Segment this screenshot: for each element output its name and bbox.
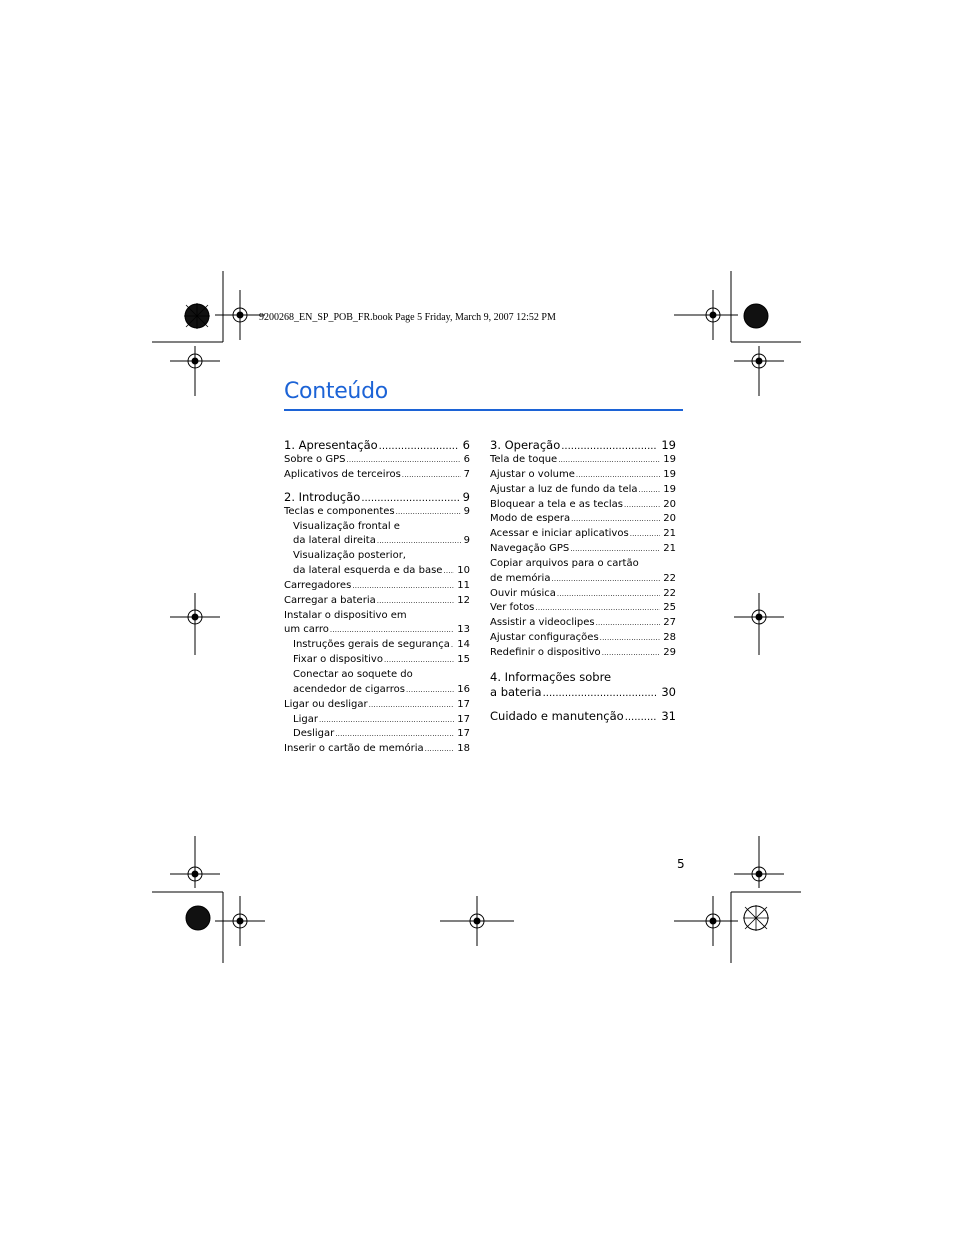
toc-entry-title: Instruções gerais de segurança xyxy=(293,639,450,651)
toc-entry-title: 3. Operação xyxy=(490,438,561,452)
toc-entry-page: 28 xyxy=(663,632,676,644)
toc-section-entry[interactable] xyxy=(490,685,676,700)
toc-entry-title: 4. Informações sobre xyxy=(490,669,612,684)
dot-leader xyxy=(346,453,460,468)
page-number: 5 xyxy=(677,857,685,871)
toc-entry-title: Ajustar configurações xyxy=(490,632,599,644)
toc-entry[interactable] xyxy=(284,594,470,609)
toc-entry-page: 17 xyxy=(457,728,470,740)
toc-entry[interactable] xyxy=(284,742,470,757)
dot-leader xyxy=(630,527,661,542)
toc-section-entry[interactable] xyxy=(284,438,470,453)
toc-entry[interactable] xyxy=(284,683,470,698)
toc-entry[interactable] xyxy=(490,498,676,513)
toc-entry[interactable] xyxy=(490,601,676,616)
toc-entry-title: Conectar ao soquete do xyxy=(293,668,413,680)
toc-entry[interactable] xyxy=(490,616,676,631)
dot-leader xyxy=(602,646,661,661)
dot-leader xyxy=(551,572,660,587)
page-title: Conteúdo xyxy=(284,379,388,404)
toc-entry[interactable] xyxy=(284,609,470,624)
toc-entry-title: Carregadores xyxy=(284,579,352,591)
toc-spacer xyxy=(490,700,676,709)
toc-entry-title: da lateral direita xyxy=(293,535,376,547)
dot-leader xyxy=(406,683,454,698)
toc-entry-page: 9 xyxy=(463,535,470,547)
dot-leader xyxy=(319,713,454,728)
dot-leader xyxy=(639,483,661,498)
toc-entry[interactable] xyxy=(284,468,470,483)
toc-spacer xyxy=(490,661,676,670)
dot-leader xyxy=(425,742,455,757)
toc-entry-page: 17 xyxy=(457,698,470,710)
toc-entry-page: 31 xyxy=(661,708,676,723)
toc-column-right xyxy=(490,438,676,724)
toc-entry-title: Ouvir música xyxy=(490,587,556,599)
toc-entry[interactable] xyxy=(284,549,470,564)
toc-entry-page: 16 xyxy=(457,683,470,695)
dot-leader xyxy=(571,512,660,527)
toc-entry-page: 9 xyxy=(462,489,470,504)
toc-entry-page: 21 xyxy=(663,543,676,555)
dot-leader xyxy=(443,564,454,579)
toc-entry[interactable] xyxy=(490,453,676,468)
toc-entry-page: 9 xyxy=(463,505,470,517)
toc-entry-page: 29 xyxy=(663,646,676,658)
toc-entry-page: 6 xyxy=(462,438,470,452)
toc-entry-title: Inserir o cartão de memória xyxy=(284,743,424,755)
dot-leader xyxy=(379,439,459,454)
toc-entry-title: de memória xyxy=(490,572,551,584)
dot-leader xyxy=(625,710,658,725)
toc-entry-title: Ligar ou desligar xyxy=(284,698,368,710)
dot-leader xyxy=(402,468,461,483)
toc-entry[interactable] xyxy=(284,638,470,653)
toc-entry-page: 13 xyxy=(457,624,470,636)
toc-entry-title: da lateral esquerda e da base xyxy=(293,565,443,577)
toc-entry-page: 22 xyxy=(663,587,676,599)
toc-entry[interactable] xyxy=(284,534,470,549)
toc-entry-page: 19 xyxy=(663,483,676,495)
toc-entry[interactable] xyxy=(490,557,676,572)
toc-entry-page: 20 xyxy=(663,513,676,525)
toc-entry-title: 1. Apresentação xyxy=(284,438,378,452)
toc-entry[interactable] xyxy=(490,483,676,498)
dot-leader xyxy=(377,594,455,609)
toc-entry-title: Ajustar a luz de fundo da tela xyxy=(490,483,638,495)
dot-leader xyxy=(451,638,454,653)
toc-entry[interactable] xyxy=(284,623,470,638)
toc-column-left xyxy=(284,438,470,757)
dot-leader xyxy=(600,631,661,646)
toc-entry-title: Desligar xyxy=(293,728,335,740)
toc-entry-page: 14 xyxy=(457,639,470,651)
toc-section-entry[interactable] xyxy=(490,670,676,685)
toc-entry-page: 19 xyxy=(663,468,676,480)
toc-entry-page: 21 xyxy=(663,528,676,540)
dot-leader xyxy=(384,653,454,668)
print-slug-line: 9200268_EN_SP_POB_FR.book Page 5 Friday, March 9, 2007 12:52 PM xyxy=(259,312,556,323)
toc-entry-page: 7 xyxy=(463,468,470,480)
toc-entry-page: 10 xyxy=(457,565,470,577)
toc-entry-title: Ligar xyxy=(293,713,318,725)
dot-leader xyxy=(396,505,461,520)
toc-entry-title: Navegação GPS xyxy=(490,543,570,555)
toc-entry-title: Bloquear a tela e as teclas xyxy=(490,498,624,510)
toc-entry-page: 11 xyxy=(457,579,470,591)
toc-entry-title: Ajustar o volume xyxy=(490,468,575,480)
toc-entry-title: Visualização posterior, xyxy=(293,550,406,562)
dot-leader xyxy=(535,601,660,616)
toc-entry[interactable] xyxy=(490,587,676,602)
toc-entry-page: 19 xyxy=(663,454,676,465)
toc-section-entry[interactable] xyxy=(490,438,676,453)
toc-entry-page: 20 xyxy=(663,498,676,510)
toc-entry-title: Teclas e componentes xyxy=(284,505,395,517)
toc-entry-page: 25 xyxy=(663,602,676,614)
toc-entry[interactable] xyxy=(284,727,470,742)
toc-entry-title: Tela de toque xyxy=(490,454,558,465)
dot-leader xyxy=(557,587,660,602)
toc-entry-page: 12 xyxy=(457,594,470,606)
toc-entry-title: Redefinir o dispositivo xyxy=(490,646,601,658)
dot-leader xyxy=(369,698,455,713)
toc-entry-page: 27 xyxy=(663,617,676,629)
toc-entry-title: Fixar o dispositivo xyxy=(293,654,383,666)
toc-entry-title: a bateria xyxy=(490,684,542,699)
toc-entry[interactable] xyxy=(284,579,470,594)
toc-entry-title: Acessar e iniciar aplicativos xyxy=(490,528,629,540)
toc-entry[interactable] xyxy=(284,453,470,468)
toc-entry-title: 2. Introdução xyxy=(284,489,361,504)
dot-leader xyxy=(624,498,660,513)
toc-entry[interactable] xyxy=(490,512,676,527)
toc-entry-title: acendedor de cigarros xyxy=(293,683,405,695)
toc-entry-page: 6 xyxy=(463,454,470,465)
toc-entry[interactable] xyxy=(490,646,676,661)
dot-leader xyxy=(377,534,461,549)
toc-entry[interactable] xyxy=(284,520,470,535)
toc-entry-title: Cuidado e manutenção xyxy=(490,708,624,723)
toc-entry-page: 18 xyxy=(457,743,470,755)
toc-entry[interactable] xyxy=(490,542,676,557)
toc-entry-page: 15 xyxy=(457,654,470,666)
toc-entry-title: Carregar a bateria xyxy=(284,594,376,606)
toc-entry[interactable] xyxy=(490,527,676,542)
toc-section-entry[interactable] xyxy=(490,709,676,724)
toc-entry-title: Ver fotos xyxy=(490,602,535,614)
toc-entry-title: Sobre o GPS xyxy=(284,454,346,465)
toc-entry-title: Instalar o dispositivo em xyxy=(284,609,407,621)
toc-section-entry[interactable] xyxy=(284,490,470,505)
toc-entry[interactable] xyxy=(284,653,470,668)
dot-leader xyxy=(330,623,454,638)
dot-leader xyxy=(361,491,458,506)
toc-entry[interactable] xyxy=(284,713,470,728)
toc-entry-page: 17 xyxy=(457,713,470,725)
toc-entry[interactable] xyxy=(284,668,470,683)
toc-entry-title: Modo de espera xyxy=(490,513,571,525)
toc-entry-title: Aplicativos de terceiros xyxy=(284,468,401,480)
toc-entry-page: 19 xyxy=(661,438,676,452)
dot-leader xyxy=(335,727,454,742)
dot-leader xyxy=(543,686,658,701)
toc-entry-title: Assistir a videoclipes xyxy=(490,617,595,629)
dot-leader xyxy=(352,579,454,594)
dot-leader xyxy=(558,453,660,468)
toc-entry-title: um carro xyxy=(284,624,329,636)
toc-entry[interactable] xyxy=(490,572,676,587)
dot-leader xyxy=(561,439,657,454)
toc-entry-page: 22 xyxy=(663,572,676,584)
toc-entry-title: Visualização frontal e xyxy=(293,520,400,532)
dot-leader xyxy=(576,468,660,483)
toc-entry[interactable] xyxy=(284,698,470,713)
dot-leader xyxy=(596,616,661,631)
dot-leader xyxy=(570,542,660,557)
toc-entry[interactable] xyxy=(490,631,676,646)
toc-spacer xyxy=(284,483,470,490)
toc-entry[interactable] xyxy=(284,505,470,520)
toc-entry-page: 30 xyxy=(661,684,676,699)
toc-entry[interactable] xyxy=(490,468,676,483)
toc-entry-title: Copiar arquivos para o cartão xyxy=(490,557,639,569)
title-underline xyxy=(284,409,683,411)
toc-entry[interactable] xyxy=(284,564,470,579)
